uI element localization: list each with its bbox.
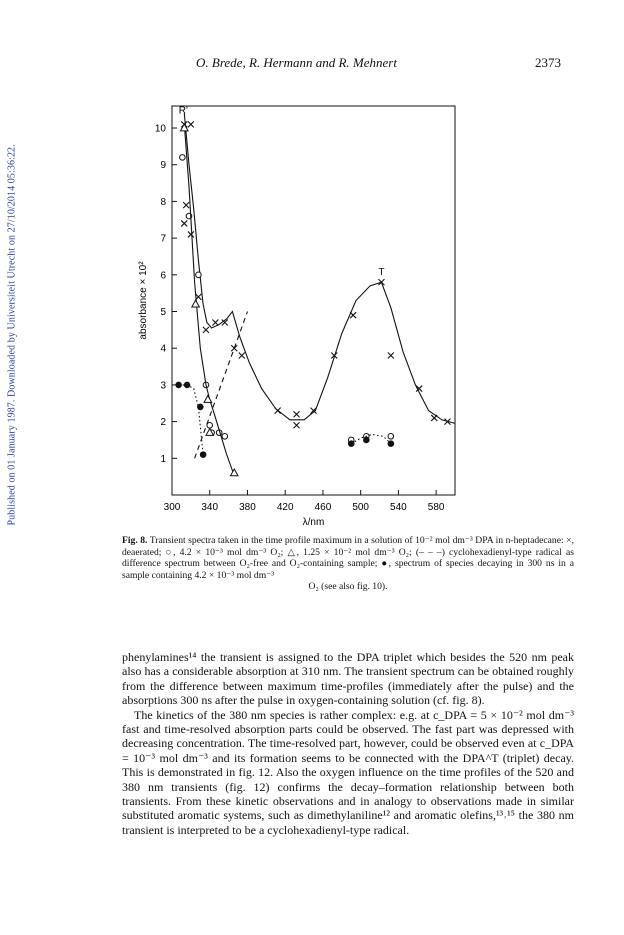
y-tick-label: 4 <box>160 343 166 355</box>
series-5-curve <box>179 385 204 455</box>
series-5-point <box>198 404 204 410</box>
series-1-point <box>183 202 189 208</box>
page-number: 2373 <box>535 55 561 70</box>
caption-line-5: O₂ (see also fig. 10). <box>308 581 388 593</box>
series-1-point <box>203 327 209 333</box>
series-1-point <box>431 415 437 421</box>
y-tick-label: 7 <box>160 233 166 245</box>
series-5-point <box>184 382 190 388</box>
figure-8-chart <box>120 100 465 530</box>
series-1-point <box>181 220 187 226</box>
y-tick-label: 6 <box>160 270 166 282</box>
caption-label: Fig. 8. <box>122 535 148 546</box>
download-watermark: Published on 01 January 1987. Downloaded by Universiteit Utrecht on 27/10/2014 05:36:22. <box>6 144 18 526</box>
x-tick-label: 500 <box>352 502 370 513</box>
series-1-point <box>350 312 356 318</box>
y-tick-label: 2 <box>160 417 166 429</box>
series-5-curve <box>351 434 391 443</box>
series-5-point <box>200 452 206 458</box>
series-1-point <box>275 408 281 414</box>
x-tick-label: 580 <box>427 502 445 513</box>
paragraph-2: The kinetics of the 380 nm species is rather complex: e.g. at c_DPA = 5 × 10⁻² mol dm⁻³ fast and time-resolved absorption parts could be observed. The fast part was depressed with decreasing concentration. The time-resolved part, however, could be observed even at c_DPA = 10⁻³ mol dm⁻³ and its formation seems to be connected with the DPA^T (triplet) decay. This is demonstrated in fig. 12. Also the oxygen influence on the time profiles of the 520 and 380 nm transients (fig. 12) confirms the decay–formation relationship between both transients. From these kinetic observations and in analogy to observations made in similar substituted aromatic systems, such as dimethylaniline¹² and aromatic olefins,¹³˒¹⁵ the 380 nm transient is interpreted to be a cyclohexadienyl-type radical. <box>122 707 574 837</box>
series-1-point <box>294 411 300 417</box>
y-tick-label: 1 <box>160 453 166 465</box>
series-5-point <box>348 441 354 447</box>
series-1-point <box>239 353 245 359</box>
x-tick-label: 540 <box>390 502 407 513</box>
caption-line-3: O₂; (– – –) cyclohexadienyl-type radical as difference spectrum between O₂-free and O₂-containing <box>122 546 574 570</box>
body-text <box>122 650 574 837</box>
paragraph-1: phenylamines¹⁴ the transient is assigned to the DPA triplet which besides the 520 nm peak also has a considerable absorption at 310 nm. The transient spectrum can be obtained roughly from the difference between maximum time-profiles (immediately after the pulse) and the absorptions 300 ns after the pulse in oxygen-containing solution (cf. fig. 8). <box>122 650 574 708</box>
caption-line-1: Transient spectra taken in the time profile maximum in a solution of 10⁻² mol dm⁻³ DPA <box>149 535 494 546</box>
peak-annotation: R' <box>178 105 188 117</box>
y-axis-label: absorbance × 10² <box>138 261 149 340</box>
series-1-point <box>212 320 218 326</box>
series-1-point <box>188 231 194 237</box>
series-5-point <box>364 437 370 443</box>
x-tick-label: 380 <box>239 502 256 513</box>
x-tick-label: 340 <box>201 502 219 513</box>
series-1-point <box>188 121 194 127</box>
series-2-point <box>388 433 394 439</box>
series-1-point <box>294 422 300 428</box>
x-tick-label: 460 <box>314 502 332 513</box>
running-head-authors: O. Brede, R. Hermann and R. Mehnert <box>196 55 397 70</box>
series-3-point <box>204 396 212 403</box>
caption-line-4: sample; ●, spectrum of species decaying in 300 ns in a sample containing 4.2 × 10⁻³ mol dm⁻³ <box>122 558 574 581</box>
x-axis-label: λ/nm <box>302 517 325 528</box>
series-5-point <box>388 441 394 447</box>
series-5-point <box>176 382 182 388</box>
x-tick-label: 420 <box>276 502 294 513</box>
series-1-curve <box>184 113 455 423</box>
series-1-point <box>378 279 384 285</box>
plot-frame <box>172 106 455 495</box>
series-2-point <box>180 155 186 161</box>
series-3-point <box>192 300 200 307</box>
series-2-point <box>222 433 228 439</box>
series-2-point <box>196 272 202 278</box>
y-tick-label: 9 <box>160 160 166 172</box>
series-3-point <box>230 469 238 476</box>
figure-caption <box>122 535 574 593</box>
y-tick-label: 8 <box>160 196 166 208</box>
peak-annotation: T <box>378 266 385 278</box>
caption-line-2: in n-heptadecane: ×, deaerated; ○, 4.2 × 10⁻³ mol dm⁻³ O₂; △, 1.25 × 10⁻² mol dm⁻³ <box>122 535 574 558</box>
x-tick-label: 300 <box>163 502 181 513</box>
series-1-point <box>388 353 394 359</box>
y-tick-label: 10 <box>154 123 166 135</box>
series-3-curve <box>184 124 233 473</box>
y-tick-label: 5 <box>160 307 166 319</box>
y-tick-label: 3 <box>160 380 166 392</box>
